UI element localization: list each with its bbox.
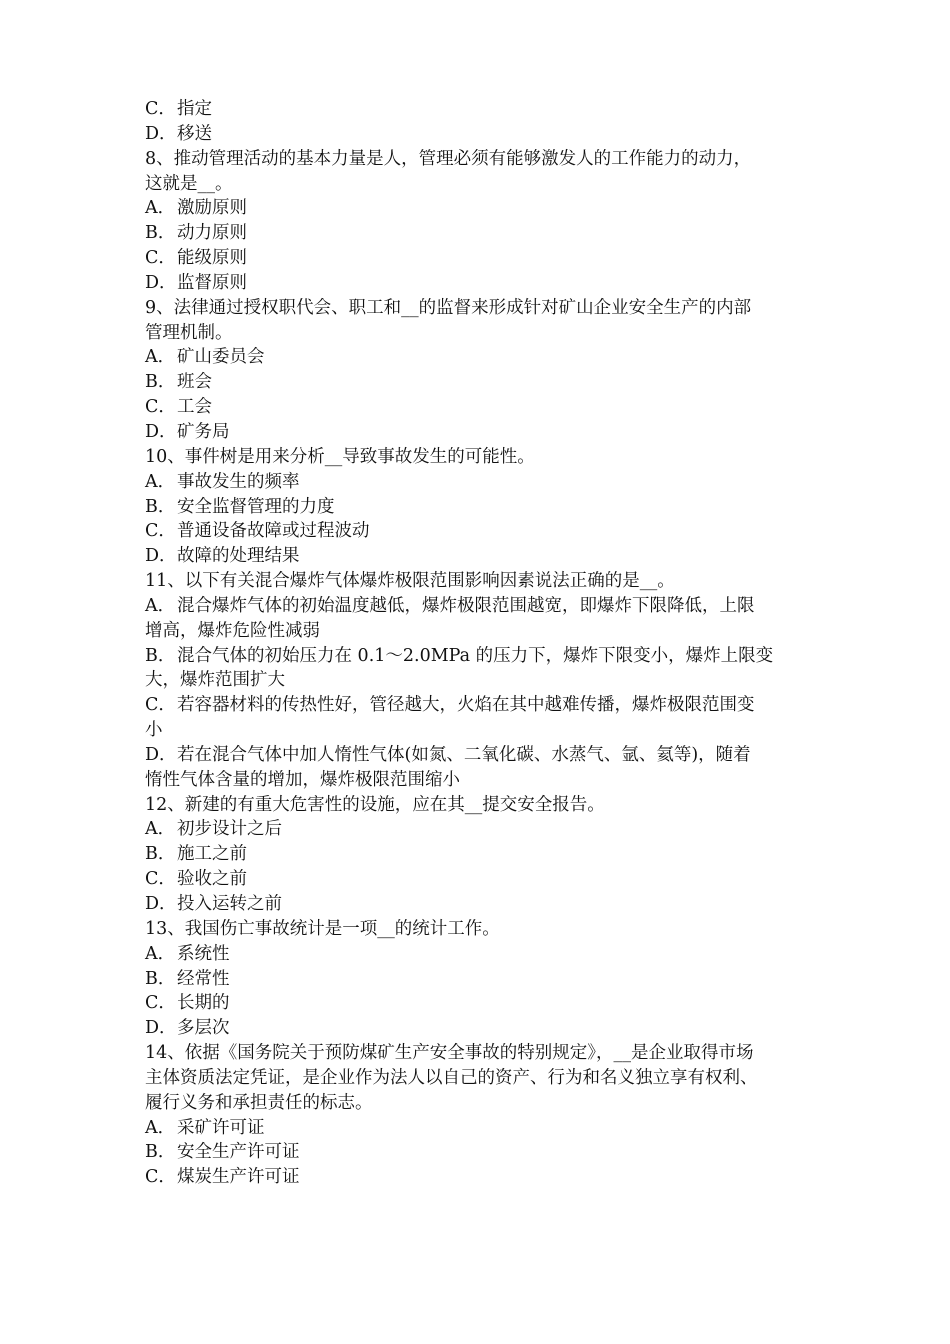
answer-option-line <box>145 395 815 420</box>
option-letter: C． <box>145 993 176 1014</box>
answer-option-line <box>145 693 815 718</box>
option-letter: D． <box>145 894 177 914</box>
answer-option-line <box>145 271 815 296</box>
option-letter: C． <box>145 1167 176 1188</box>
option-text: 投入运转之前 <box>177 894 282 914</box>
continuation-line <box>145 668 815 693</box>
answer-option-line <box>145 942 815 967</box>
question-stem-line <box>145 172 815 197</box>
answer-option-line <box>145 495 815 520</box>
option-letter: A． <box>145 819 176 840</box>
option-text: 经常性 <box>177 968 230 989</box>
question-stem-line <box>145 1091 815 1116</box>
option-letter: B． <box>145 372 176 393</box>
answer-option-line <box>145 122 815 147</box>
question-stem-line <box>145 147 815 172</box>
question-stem-line <box>145 321 815 346</box>
answer-option-line <box>145 246 815 271</box>
continuation-line <box>145 768 815 793</box>
option-letter: D． <box>145 123 177 144</box>
option-text: 工会 <box>177 397 212 418</box>
option-text: 事故发生的频率 <box>177 471 300 492</box>
answer-option-line <box>145 1140 815 1165</box>
option-text: 班会 <box>177 372 212 393</box>
option-text: 混合爆炸气体的初始温度越低，爆炸极限范围越宽，即爆炸下限降低，上限 <box>177 595 755 616</box>
question-text: 8、推动管理活动的基本力量是人，管理必须有能够激发人的工作能力的动力， <box>145 148 752 169</box>
answer-option-line <box>145 345 815 370</box>
option-text: 多层次 <box>177 1018 230 1039</box>
answer-option-line <box>145 196 815 221</box>
option-text: 安全监督管理的力度 <box>177 496 335 517</box>
option-letter: A． <box>145 471 176 492</box>
option-text: 安全生产许可证 <box>177 1142 300 1163</box>
answer-option-line <box>145 1016 815 1041</box>
answer-option-line <box>145 1165 815 1190</box>
option-letter: D． <box>145 744 177 765</box>
continuation-text: 大，爆炸范围扩大 <box>145 670 285 691</box>
option-text: 长期的 <box>177 993 230 1014</box>
option-letter: C． <box>145 248 176 269</box>
option-letter: A． <box>145 347 176 368</box>
option-text: 激励原则 <box>177 198 247 219</box>
continuation-text: 惰性气体含量的增加，爆炸极限范围缩小 <box>145 769 460 790</box>
answer-option-line <box>145 991 815 1016</box>
option-text: 故障的处理结果 <box>177 546 300 567</box>
option-letter: C． <box>145 869 176 890</box>
continuation-text: 小 <box>145 720 163 741</box>
option-letter: C． <box>145 397 176 418</box>
option-text: 能级原则 <box>177 248 247 269</box>
question-text: 这就是__。 <box>145 173 233 194</box>
question-stem-line <box>145 917 815 942</box>
question-stem-line <box>145 445 815 470</box>
answer-option-line <box>145 743 815 768</box>
option-text: 系统性 <box>177 943 230 964</box>
answer-option-line <box>145 420 815 445</box>
answer-option-line <box>145 1116 815 1141</box>
answer-option-line <box>145 594 815 619</box>
answer-option-line <box>145 221 815 246</box>
question-stem-line <box>145 1066 815 1091</box>
option-text: 矿山委员会 <box>177 347 265 368</box>
document-text-body <box>145 97 815 1190</box>
option-text: 若在混合气体中加人惰性气体(如氮、二氧化碳、水蒸气、氩、氦等)，随着 <box>177 744 751 765</box>
continuation-text: 增高，爆炸危险性减弱 <box>145 620 320 641</box>
option-letter: B． <box>145 223 176 244</box>
question-text: 10、事件树是用来分析__导致事故发生的可能性。 <box>145 446 535 467</box>
option-text: 矿务局 <box>177 421 230 442</box>
option-text: 监督原则 <box>177 272 247 293</box>
option-letter: B． <box>145 1142 176 1163</box>
option-letter: A． <box>145 943 176 964</box>
question-stem-line <box>145 1041 815 1066</box>
answer-option-line <box>145 817 815 842</box>
option-letter: C． <box>145 99 176 119</box>
option-letter: A． <box>145 595 176 616</box>
option-letter: D． <box>145 1018 177 1039</box>
question-text: 14、依据《国务院关于预防煤矿生产安全事故的特别规定》，__是企业取得市场 <box>145 1043 754 1064</box>
option-text: 若容器材料的传热性好，管径越大，火焰在其中越难传播，爆炸极限范围变 <box>177 695 755 716</box>
answer-option-line <box>145 519 815 544</box>
question-text: 11、以下有关混合爆炸气体爆炸极限范围影响因素说法正确的是__。 <box>145 571 675 592</box>
option-text: 施工之前 <box>177 844 247 865</box>
option-text: 煤炭生产许可证 <box>177 1167 300 1188</box>
option-letter: D． <box>145 272 177 293</box>
option-letter: A． <box>145 198 176 219</box>
answer-option-line <box>145 892 815 917</box>
question-text: 12、新建的有重大危害性的设施，应在其__提交安全报告。 <box>145 794 605 815</box>
answer-option-line <box>145 470 815 495</box>
question-text: 履行义务和承担责任的标志。 <box>145 1092 373 1113</box>
option-text: 动力原则 <box>177 223 247 244</box>
question-stem-line <box>145 793 815 818</box>
option-text: 指定 <box>177 99 212 119</box>
option-letter: B． <box>145 496 176 517</box>
continuation-line <box>145 619 815 644</box>
option-letter: B． <box>145 968 176 989</box>
option-text: 初步设计之后 <box>177 819 282 840</box>
option-letter: B． <box>145 645 176 666</box>
answer-option-line <box>145 842 815 867</box>
answer-option-line <box>145 967 815 992</box>
question-text: 13、我国伤亡事故统计是一项__的统计工作。 <box>145 918 500 939</box>
option-letter: C． <box>145 521 176 542</box>
option-text: 混合气体的初始压力在 0.1～2.0MPa 的压力下，爆炸下限变小，爆炸上限变 <box>177 645 774 666</box>
question-text: 主体资质法定凭证，是企业作为法人以自己的资产、行为和名义独立享有权利、 <box>145 1067 758 1088</box>
answer-option-line <box>145 544 815 569</box>
answer-option-line <box>145 867 815 892</box>
question-text: 9、法律通过授权职代会、职工和__的监督来形成针对矿山企业安全生产的内部 <box>145 297 752 318</box>
question-text: 管理机制。 <box>145 322 233 343</box>
option-letter: C． <box>145 695 176 716</box>
option-text: 普通设备故障或过程波动 <box>177 521 370 542</box>
option-text: 验收之前 <box>177 869 247 890</box>
option-text: 采矿许可证 <box>177 1117 265 1138</box>
question-stem-line <box>145 296 815 321</box>
option-letter: D． <box>145 421 177 442</box>
continuation-line <box>145 718 815 743</box>
option-letter: B． <box>145 844 176 865</box>
question-stem-line <box>145 569 815 594</box>
answer-option-line <box>145 370 815 395</box>
option-letter: D． <box>145 546 177 567</box>
answer-option-line <box>145 644 815 669</box>
answer-option-line <box>145 97 815 122</box>
option-text: 移送 <box>177 123 212 144</box>
option-letter: A． <box>145 1117 176 1138</box>
